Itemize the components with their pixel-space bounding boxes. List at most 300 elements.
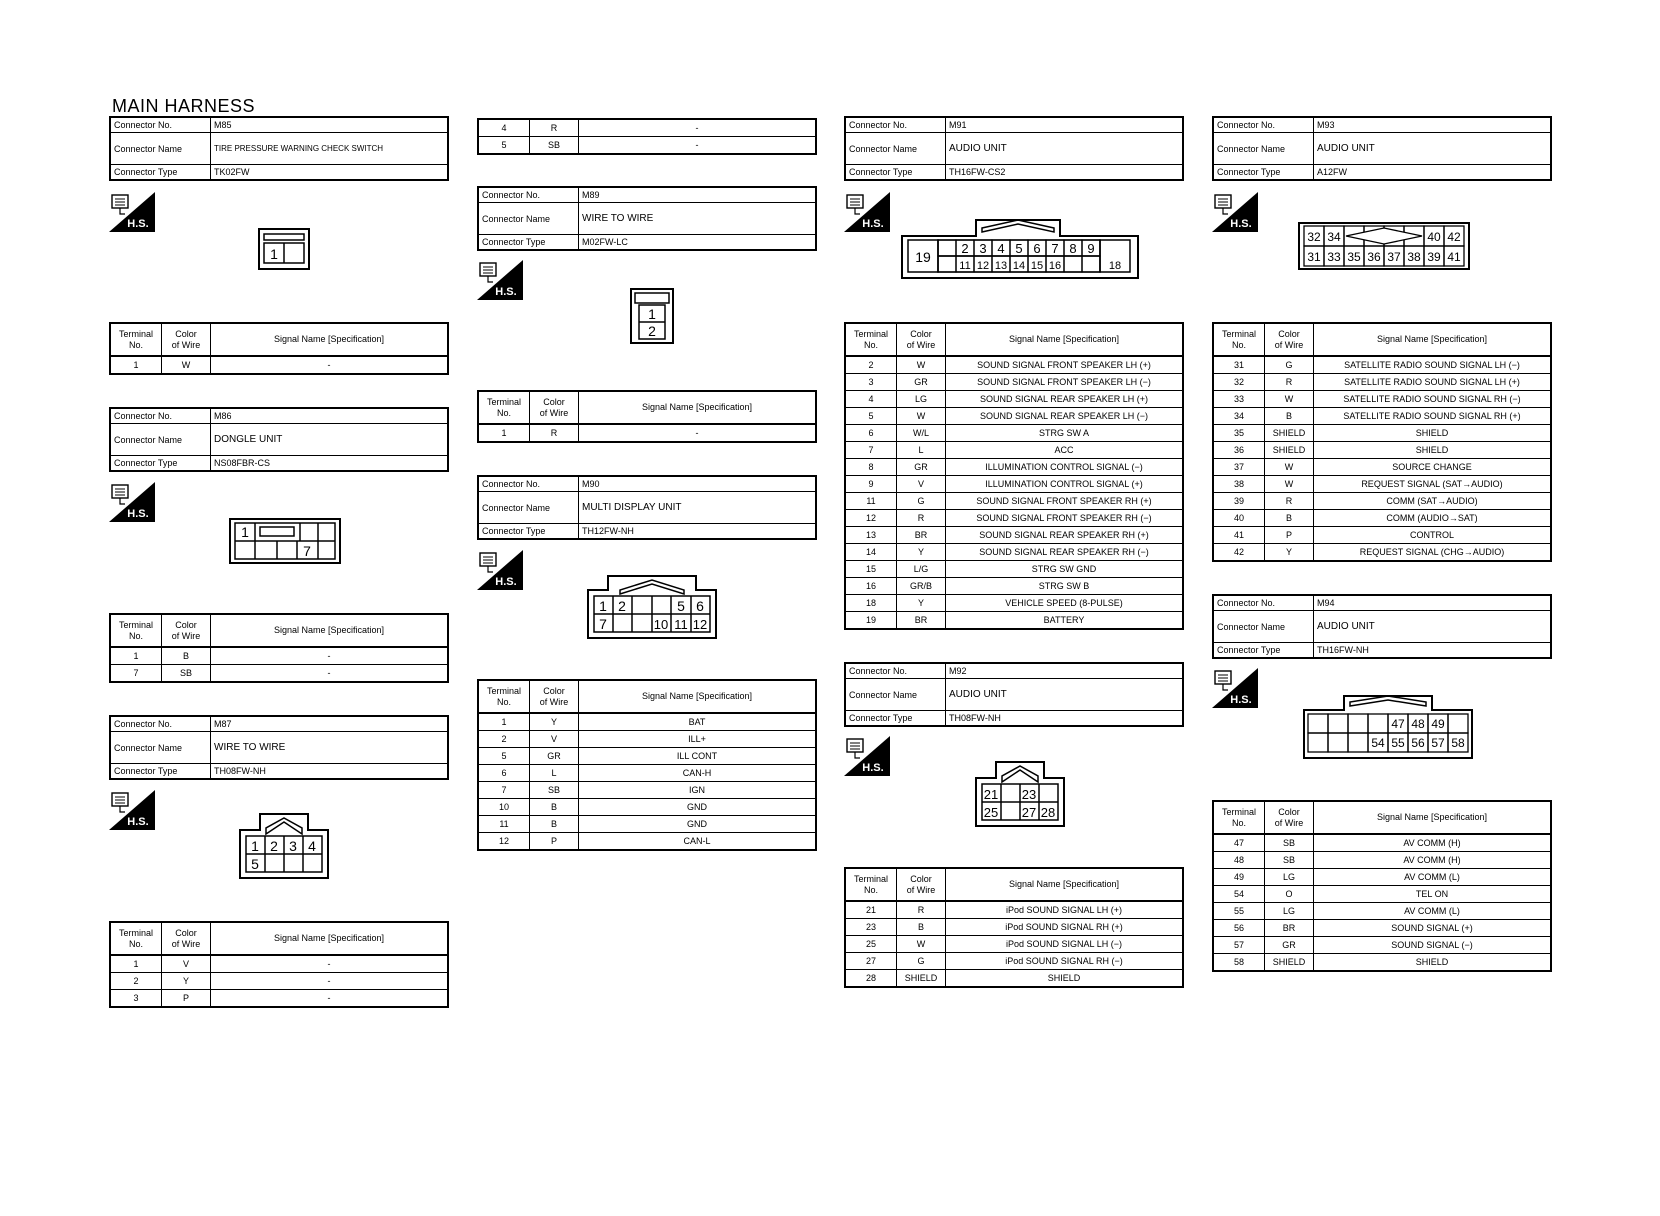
terminal-cell: 31 [1214,356,1265,374]
signal-name-cell: GND [579,816,816,833]
terminal-cell: 37 [1214,459,1265,476]
connector-type-value: TH12FW-NH [582,526,634,536]
table-row [846,374,1182,391]
color-header: Color of Wire [1265,324,1314,356]
signal-name-cell: - [695,139,699,150]
signal-name-cell: SATELLITE RADIO SOUND SIGNAL LH (+) [1314,374,1551,391]
pin-label: 2 [270,838,278,854]
table-row [1214,954,1550,971]
connector-no-value: M93 [1314,118,1551,133]
signal-header: Signal Name [Specification] [211,615,448,647]
hs-label: H.S. [862,762,884,774]
terminal-header: Terminal No. [479,681,530,713]
table-row [479,765,815,782]
pin-label: 36 [1367,250,1381,264]
connector-face-m85 [258,228,310,270]
connector-name-label: Connector Name [1214,133,1314,165]
terminal-cell: 1 [111,955,162,973]
connector-no-value: M85 [211,118,448,133]
signal-name-cell: SOURCE CHANGE [1314,459,1551,476]
signal-name-cell: COMM (AUDIO→SAT) [1314,510,1551,527]
signal-name-cell: COMM (SAT→AUDIO) [1314,493,1551,510]
table-row [846,425,1182,442]
color-header: Color of Wire [530,681,579,713]
table-row [1214,920,1550,937]
wire-color-cell: R [530,424,579,441]
table-row [479,731,815,748]
signal-name-cell: - [327,992,331,1003]
wire-color-cell: P [162,990,211,1007]
terminal-cell: 47 [1214,834,1265,852]
pin-label: 13 [994,260,1008,272]
table-row [846,356,1182,374]
signal-name-cell: iPod SOUND SIGNAL LH (−) [946,936,1183,953]
terminal-cell: 23 [846,919,897,936]
signal-name-cell: iPod SOUND SIGNAL RH (−) [946,953,1183,970]
terminal-cell: 6 [846,425,897,442]
hs-label: H.S. [1230,694,1252,706]
table-row [846,595,1182,612]
terminal-table-m90 [477,679,817,851]
pin-label: 2 [618,598,626,614]
terminal-cell: 4 [846,391,897,408]
wire-color-cell: L [530,765,579,782]
connector-no-label: Connector No. [1214,596,1314,611]
terminal-cell: 5 [479,137,530,154]
wire-color-cell: B [897,919,946,936]
wire-color-cell: W [1265,476,1314,493]
color-header: Color of Wire [162,324,211,356]
pin-label: 15 [1030,260,1044,272]
table-row [846,442,1182,459]
connector-no-label: Connector No. [846,118,946,133]
table-row [479,424,815,441]
connector-name-label: Connector Name [479,203,579,235]
terminal-table-m93 [1212,322,1552,562]
terminal-header: Terminal No. [111,615,162,647]
terminal-cell: 33 [1214,391,1265,408]
connector-name-value: TIRE PRESSURE WARNING CHECK SWITCH [211,133,448,165]
connector-name-label: Connector Name [846,133,946,165]
pin-label: 40 [1427,230,1441,244]
terminal-table-m87-continued [477,118,817,155]
connector-face-m87 [238,812,330,880]
table-row [1214,356,1550,374]
table-row [846,459,1182,476]
wire-color-cell: G [1265,356,1314,374]
wire-color-cell: BR [897,612,946,629]
harness-side-icon [109,192,155,232]
terminal-cell: 12 [479,833,530,850]
connector-info-m86 [109,407,449,472]
wire-color-cell: SHIELD [1265,954,1314,971]
signal-header: Signal Name [Specification] [946,869,1183,901]
signal-name-cell: AV COMM (L) [1314,869,1551,886]
connector-name-value: AUDIO UNIT [946,679,1183,711]
terminal-cell: 8 [846,459,897,476]
signal-name-cell: iPod SOUND SIGNAL RH (+) [946,919,1183,936]
wire-color-cell: SB [530,137,579,154]
terminal-cell: 2 [479,731,530,748]
connector-no-label: Connector No. [479,188,579,203]
signal-name-cell: - [211,955,448,973]
color-header: Color of Wire [897,324,946,356]
connector-no-label: Connector No. [111,717,211,732]
wire-color-cell: B [1265,510,1314,527]
pin-label: 38 [1407,250,1421,264]
connector-info-m85 [109,116,449,181]
signal-header: Signal Name [Specification] [1314,802,1551,834]
terminal-cell: 10 [479,799,530,816]
wire-color-cell: P [530,833,579,850]
pin-label: 1 [599,598,607,614]
terminal-cell: 7 [111,665,162,682]
table-row [1214,869,1550,886]
terminal-cell: 1 [479,713,530,731]
pin-label: 10 [653,617,669,632]
terminal-cell: 34 [1214,408,1265,425]
connector-info-m90 [477,475,817,540]
table-row [846,953,1182,970]
wire-color-cell: GR [897,374,946,391]
connector-type-value: M02FW-LC [582,237,628,247]
table-row [846,493,1182,510]
connector-name-label: Connector Name [479,492,579,524]
connector-face-m90 [586,574,718,640]
wire-color-cell: R [1265,374,1314,391]
signal-name-cell: VEHICLE SPEED (8-PULSE) [946,595,1183,612]
signal-header: Signal Name [Specification] [211,923,448,955]
pin-label: 12 [976,260,990,272]
pin-label: 6 [1033,241,1041,256]
terminal-cell: 41 [1214,527,1265,544]
color-header: Color of Wire [162,923,211,955]
connector-no-value: M92 [946,664,1183,679]
signal-name-cell: CAN-L [683,835,711,846]
connector-type-label: Connector Type [846,711,946,726]
table-row [1214,510,1550,527]
table-row [846,544,1182,561]
pin-label: 34 [1327,230,1341,244]
pin-label: 5 [251,856,259,872]
wire-color-cell: V [162,955,211,973]
wire-color-cell: SHIELD [1265,442,1314,459]
terminal-cell: 3 [111,990,162,1007]
wire-color-cell: R [897,901,946,919]
hs-label: H.S. [127,508,149,520]
pin-label: 21 [983,787,999,802]
pin-label: 57 [1431,736,1445,750]
connector-info-m91 [844,116,1184,181]
terminal-cell: 18 [846,595,897,612]
harness-side-icon [844,736,890,776]
terminal-cell: 3 [846,374,897,391]
signal-name-cell: BAT [579,713,816,731]
signal-name-cell: STRG SW A [946,425,1183,442]
wire-color-cell: R [897,510,946,527]
table-row [846,970,1182,987]
connector-no-value: M86 [211,409,448,424]
pin-label: 1 [648,306,656,322]
pin-label: 1 [251,838,259,854]
pin-label: 33 [1327,250,1341,264]
pin-label: 49 [1431,717,1445,731]
terminal-cell: 36 [1214,442,1265,459]
connector-no-value: M87 [211,717,448,732]
terminal-cell: 35 [1214,425,1265,442]
table-row [1214,903,1550,920]
connector-face-m89 [630,288,674,344]
pin-label: 8 [1069,241,1077,256]
connector-face-m92 [974,760,1066,828]
harness-side-icon [109,482,155,522]
pin-label: 42 [1447,230,1461,244]
signal-name-cell: SATELLITE RADIO SOUND SIGNAL RH (−) [1314,391,1551,408]
color-header: Color of Wire [530,392,579,424]
signal-name-cell: AV COMM (H) [1314,834,1551,852]
terminal-table-m86 [109,613,449,683]
wire-color-cell: W [897,356,946,374]
signal-name-cell: SOUND SIGNAL (−) [1314,937,1551,954]
pin-label: 25 [983,805,999,820]
table-row [479,799,815,816]
terminal-cell: 28 [846,970,897,987]
terminal-cell: 40 [1214,510,1265,527]
connector-type-label: Connector Type [846,165,946,180]
terminal-table-m91 [844,322,1184,630]
connector-name-value: MULTI DISPLAY UNIT [579,492,816,524]
signal-name-cell: SATELLITE RADIO SOUND SIGNAL LH (−) [1314,356,1551,374]
signal-name-cell: SHIELD [1415,956,1449,967]
terminal-cell: 27 [846,953,897,970]
terminal-cell: 55 [1214,903,1265,920]
pin-label: 4 [308,838,316,854]
terminal-cell: 54 [1214,886,1265,903]
hs-label: H.S. [127,816,149,828]
wire-color-cell: O [1265,886,1314,903]
wire-color-cell: SB [1265,834,1314,852]
connector-name-value: AUDIO UNIT [1314,611,1551,643]
signal-name-cell: AV COMM (H) [1314,852,1551,869]
table-row [479,782,815,799]
signal-name-cell: SOUND SIGNAL REAR SPEAKER LH (+) [946,391,1183,408]
wire-color-cell: Y [162,973,211,990]
table-row [1214,886,1550,903]
signal-name-cell: CAN-H [579,765,816,782]
connector-type-value: NS08FBR-CS [214,458,271,468]
terminal-header: Terminal No. [111,923,162,955]
hs-label: H.S. [862,218,884,230]
signal-name-cell: - [211,647,448,665]
wire-color-cell: P [1265,527,1314,544]
signal-name-cell: ILLUMINATION CONTROL SIGNAL (+) [946,476,1183,493]
pin-label: 3 [979,241,987,256]
table-row [111,647,447,665]
wire-color-cell: B [530,816,579,833]
signal-name-cell: SOUND SIGNAL REAR SPEAKER LH (−) [946,408,1183,425]
connector-type-label: Connector Type [1214,643,1314,658]
signal-name-cell: GND [579,799,816,816]
connector-type-label: Connector Type [111,456,211,471]
connector-type-value: TH08FW-NH [949,713,1001,723]
wire-color-cell: R [530,120,579,137]
connector-info-m89 [477,186,817,251]
table-row [846,408,1182,425]
connector-no-label: Connector No. [111,409,211,424]
terminal-header: Terminal No. [111,324,162,356]
signal-header: Signal Name [Specification] [579,681,816,713]
pin-label: 5 [1015,241,1023,256]
table-row [846,612,1182,629]
table-row [846,936,1182,953]
terminal-cell: 49 [1214,869,1265,886]
connector-face-m93 [1298,222,1470,270]
pin-label: 31 [1307,250,1321,264]
terminal-table-m87 [109,921,449,1008]
wire-color-cell: SB [530,782,579,799]
connector-type-label: Connector Type [111,764,211,779]
terminal-cell: 19 [846,612,897,629]
wire-color-cell: W [897,936,946,953]
table-row [846,919,1182,936]
pin-label: 41 [1447,250,1461,264]
table-row [846,510,1182,527]
terminal-cell: 16 [846,578,897,595]
wire-color-cell: B [1265,408,1314,425]
terminal-cell: 39 [1214,493,1265,510]
pin-label: 9 [1087,241,1095,256]
signal-name-cell: iPod SOUND SIGNAL LH (+) [946,901,1183,919]
wire-color-cell: W [1265,391,1314,408]
pin-label: 54 [1371,736,1385,750]
terminal-cell: 4 [479,120,530,137]
table-row [1214,442,1550,459]
terminal-cell: 5 [846,408,897,425]
connector-no-value: M91 [946,118,1183,133]
wire-color-cell: W/L [897,425,946,442]
terminal-cell: 21 [846,901,897,919]
pin-label: 11 [959,260,971,272]
terminal-cell: 11 [479,816,530,833]
wire-color-cell: SHIELD [1265,425,1314,442]
table-row [111,973,447,990]
signal-name-cell: SOUND SIGNAL FRONT SPEAKER LH (+) [946,356,1183,374]
pin-label: 39 [1427,250,1441,264]
terminal-cell: 9 [846,476,897,493]
table-row [479,833,815,850]
pin-label: 32 [1307,230,1321,244]
pin-label: 47 [1391,717,1405,731]
wire-color-cell: G [897,493,946,510]
pin-label: 1 [241,524,249,540]
connector-type-label: Connector Type [479,235,579,250]
color-header: Color of Wire [1265,802,1314,834]
signal-name-cell: - [695,427,699,438]
hs-label: H.S. [495,286,517,298]
signal-name-cell: - [327,667,331,678]
harness-side-icon [1212,668,1258,708]
connector-info-m94 [1212,594,1552,659]
terminal-cell: 14 [846,544,897,561]
terminal-header: Terminal No. [846,869,897,901]
terminal-cell: 6 [479,765,530,782]
wire-color-cell: W [1265,459,1314,476]
connector-type-label: Connector Type [1214,165,1314,180]
wire-color-cell: GR/B [897,578,946,595]
wire-color-cell: Y [897,595,946,612]
harness-side-icon [109,790,155,830]
connector-info-m87 [109,715,449,780]
terminal-cell: 32 [1214,374,1265,391]
connector-type-value: A12FW [1317,167,1348,177]
connector-no-label: Connector No. [846,664,946,679]
signal-name-cell: STRG SW B [946,578,1183,595]
signal-name-cell: AV COMM (L) [1314,903,1551,920]
signal-name-cell: SOUND SIGNAL REAR SPEAKER RH (−) [946,544,1183,561]
connector-type-value: TH16FW-NH [1317,645,1369,655]
terminal-cell: 56 [1214,920,1265,937]
connector-name-value: WIRE TO WIRE [211,732,448,764]
wire-color-cell: B [530,799,579,816]
connector-type-value: TK02FW [214,167,250,177]
signal-name-cell: TEL ON [1314,886,1551,903]
connector-name-value: AUDIO UNIT [1314,133,1551,165]
table-row [111,356,447,373]
terminal-cell: 7 [479,782,530,799]
color-header: Color of Wire [897,869,946,901]
terminal-cell: 12 [846,510,897,527]
wire-color-cell: Y [1265,544,1314,561]
connector-type-value: TH16FW-CS2 [949,167,1006,177]
wire-color-cell: SB [162,665,211,682]
pin-label: 23 [1021,787,1037,802]
table-row [479,748,815,765]
pin-label: 1 [270,246,278,262]
signal-name-cell: ACC [946,442,1183,459]
hs-label: H.S. [495,576,517,588]
connector-no-value: M89 [579,188,816,203]
wire-color-cell: L [897,442,946,459]
wire-color-cell: Y [530,713,579,731]
terminal-cell: 1 [111,647,162,665]
signal-name-cell: SHIELD [1314,425,1551,442]
table-row [1214,391,1550,408]
wire-color-cell: BR [897,527,946,544]
table-row [1214,459,1550,476]
signal-name-cell: SOUND SIGNAL FRONT SPEAKER RH (+) [946,493,1183,510]
wire-color-cell: GR [897,459,946,476]
terminal-cell: 13 [846,527,897,544]
wire-color-cell: GR [530,748,579,765]
harness-side-icon [477,260,523,300]
pin-label: 6 [696,598,704,614]
pin-label: 4 [997,241,1005,256]
table-row [846,391,1182,408]
pin-label: 5 [677,598,685,614]
pin-grid [1304,226,1464,266]
wire-color-cell: L/G [897,561,946,578]
terminal-cell: 15 [846,561,897,578]
pin-label: 7 [303,543,311,559]
pin-label: 48 [1411,717,1425,731]
signal-name-cell: SOUND SIGNAL (+) [1314,920,1551,937]
table-row [1214,374,1550,391]
terminal-header: Terminal No. [1214,802,1265,834]
signal-name-cell: - [327,359,331,370]
connector-no-value: M94 [1314,596,1551,611]
signal-name-cell: REQUEST SIGNAL (SAT→AUDIO) [1314,476,1551,493]
connector-name-value: AUDIO UNIT [946,133,1183,165]
